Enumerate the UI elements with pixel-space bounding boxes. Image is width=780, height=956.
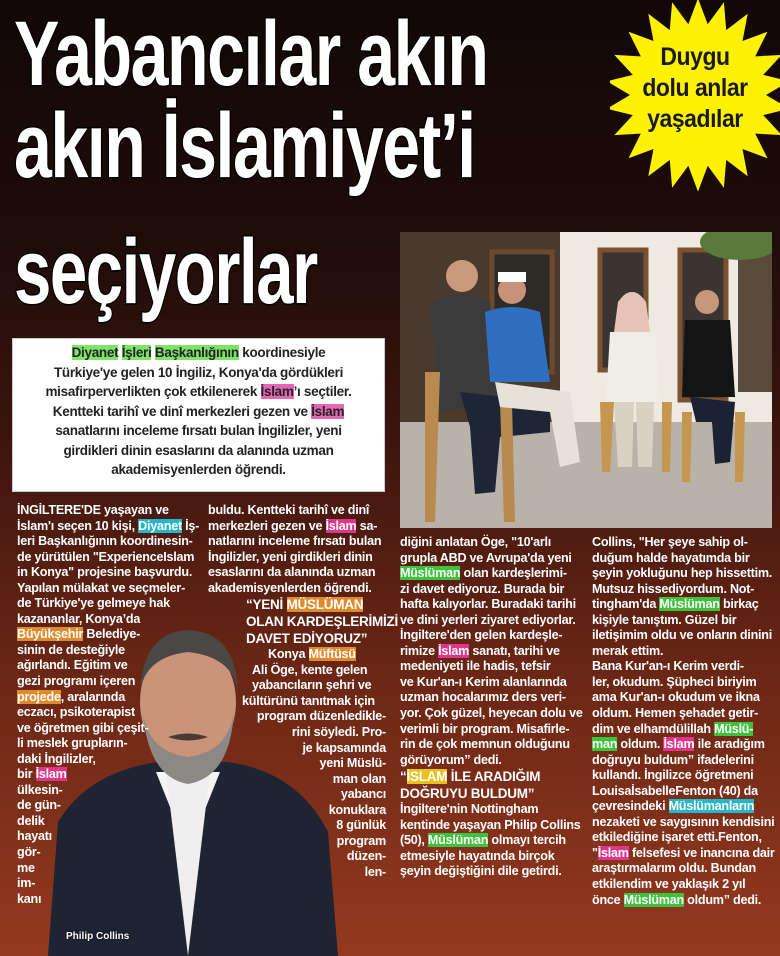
article-line (208, 756, 386, 772)
text-segment: felsefesi ve inancına dair (628, 845, 775, 860)
text-segment: sa- (356, 518, 378, 533)
text-segment: Ali Öge, kente gelen (252, 662, 368, 677)
text-segment: rin de çok memnun olduğunu (400, 737, 570, 752)
text-segment: dim ve elhamdülillah (592, 721, 715, 736)
text-segment: ülkesin- (17, 782, 63, 797)
intro-line (13, 402, 384, 422)
text-segment: yabancıların şehri ve (252, 678, 372, 693)
article-line (17, 612, 197, 628)
article-line (592, 566, 774, 582)
article-line (400, 706, 584, 722)
article-column-4 (592, 535, 774, 908)
article-line (208, 503, 386, 519)
article-line (208, 596, 386, 613)
highlighted-word: İşleri (121, 345, 152, 360)
article-line (208, 534, 386, 550)
text-segment: daki İngilizler, (17, 751, 96, 766)
article-line (592, 690, 774, 706)
text-segment: etkilediğine işaret etti.Fenton, (592, 830, 762, 845)
article-line (17, 861, 197, 877)
article-line (17, 798, 197, 814)
article-column-1 (17, 503, 200, 907)
text-segment: bir (17, 767, 36, 782)
article-line (592, 830, 774, 846)
article-line (400, 833, 584, 849)
text-segment: hafta kalıyorlar. Buradaki tarihi (400, 597, 576, 612)
headline-line-3: seçiyorlar (14, 221, 317, 323)
article-line (400, 802, 584, 818)
text-segment: rimize (400, 643, 439, 658)
article-line (17, 690, 197, 706)
article-line (400, 613, 584, 629)
highlighted-word: man (592, 737, 618, 752)
article-line (17, 767, 197, 783)
text-segment: natlarını inceleme fırsatı bulan (208, 534, 382, 549)
text-segment: İngiltere'den gelen kardeşle- (400, 628, 563, 643)
text-segment: diğini anlatan Öge, "10'arlı (400, 535, 552, 549)
text-segment: İngilizler, yeni girdikleri dinin (208, 549, 373, 564)
article-line (208, 694, 386, 710)
article-line (592, 815, 774, 831)
highlighted-word: MÜSLÜMAN (286, 597, 364, 613)
article-line (592, 582, 774, 598)
article-line (17, 565, 197, 581)
highlighted-word: Müslüman (623, 892, 684, 907)
article-line (592, 551, 774, 567)
article-line (400, 675, 584, 691)
text-segment: duğum halde hayatımda bir (592, 550, 750, 565)
article-column-2 (208, 503, 398, 880)
text-segment: düzen- (346, 849, 386, 864)
intro-line (13, 363, 384, 383)
text-segment: eczacı, psikoterapist (17, 705, 135, 720)
highlighted-word: İslam (597, 845, 629, 860)
highlighted-word: İslam (35, 767, 67, 782)
text-segment: man olan (332, 771, 386, 786)
text-segment: " (592, 845, 598, 860)
article-line (592, 659, 774, 675)
article-line (17, 643, 197, 659)
text-segment: olmayı tercih (488, 833, 566, 848)
text-segment: im- (17, 876, 36, 891)
text-segment: merkezleri gezen ve (208, 518, 326, 533)
text-segment: etmesiyle hayatında birçok (400, 848, 555, 863)
article-line (17, 876, 197, 892)
article-line (400, 753, 584, 769)
burst-line: dolu anlar (642, 74, 748, 102)
text-segment: tingham'da (592, 597, 660, 612)
article-line (208, 787, 386, 803)
article-line (208, 741, 386, 757)
text-segment: de Türkiye'ye gelmeye hak (17, 596, 170, 611)
article-line (208, 709, 386, 725)
highlighted-word: Müslü- (714, 721, 754, 736)
text-segment: görüyorum” dedi. (400, 752, 502, 767)
text-segment: sanatlarını inceleme fırsatı bulan İngilizler, yeni (55, 423, 342, 438)
article-line (592, 753, 774, 769)
article-line (208, 613, 398, 630)
highlighted-word: İslam (325, 518, 357, 533)
article-line (208, 565, 386, 581)
text-segment: İNGİLTERE'DE yaşayan ve (17, 503, 169, 517)
article-line (17, 550, 197, 566)
article-line (400, 737, 584, 753)
article-line (17, 814, 197, 830)
highlighted-word: İslam (438, 643, 470, 658)
article-line (208, 865, 386, 881)
group-photo (400, 232, 772, 528)
text-segment: “YENİ (246, 597, 287, 613)
text-segment: grupla ABD ve Avrupa'da yeni (400, 550, 572, 565)
article-line (17, 845, 197, 861)
article-line (17, 721, 197, 737)
article-line (17, 581, 197, 597)
text-segment: yeni Müslü- (319, 756, 386, 771)
text-segment: OLAN KARDEŞLERİMİZİ (246, 614, 398, 630)
text-segment: koordinesiyle (238, 345, 326, 360)
text-segment: yor. Çok güzel, heyecan dolu ve (400, 706, 583, 721)
text-segment: buldu. Kentteki tarihî ve dinî (208, 503, 370, 517)
text-segment: gezi programı içeren (17, 674, 136, 689)
article-line (592, 535, 774, 551)
article-line (208, 519, 386, 535)
text-segment: İngiltere'nin Nottingham (400, 802, 539, 817)
article-line (400, 628, 584, 644)
text-segment: sanatı, tarihi ve (469, 643, 560, 658)
article-line (592, 768, 774, 784)
text-segment: doğruyu buldum” ifadelerini (592, 752, 754, 767)
text-segment: de gün- (17, 798, 61, 813)
text-segment: ağırlandı. Eğitim ve (17, 658, 128, 673)
text-segment: akademisyenlerden öğrendi. (111, 462, 286, 477)
text-segment: etkilendim ve yaklaşık 2 yıl (592, 877, 746, 892)
text-segment: delik (17, 813, 45, 828)
article-line (400, 818, 584, 834)
text-segment: yabancı (340, 787, 386, 802)
article-line (400, 849, 584, 865)
text-segment: iletişimim oldu ve onların dinini (592, 628, 772, 643)
highlighted-word: Müslümanların (668, 799, 755, 814)
article-line (592, 613, 774, 629)
intro-box (12, 338, 385, 492)
text-segment: konuklara (328, 802, 386, 817)
article-line (17, 503, 197, 519)
text-segment: ile aradığım (694, 737, 765, 752)
article-column-3 (400, 535, 584, 880)
article-line (208, 581, 386, 597)
text-segment: Konya (268, 647, 309, 662)
text-segment: kazananlar, Konya’da (17, 611, 141, 626)
text-segment: oldum” dedi. (683, 892, 762, 907)
text-segment: rini söyledi. Pro- (291, 725, 386, 740)
headline-line-1: Yabancılar akın (14, 3, 488, 105)
text-segment: medeniyeti ile hadis, tefsir (400, 659, 551, 674)
article-line (208, 647, 386, 663)
article-line (400, 566, 584, 582)
article-line (400, 644, 584, 660)
text-segment: ’ı seçtiler. (293, 384, 352, 399)
article-line (208, 678, 386, 694)
article-line (208, 834, 386, 850)
text-segment: akademisyenlerden öğrendi. (208, 580, 372, 595)
intro-line (13, 460, 384, 480)
intro-line (13, 343, 384, 363)
text-segment: kentinde yaşayan Philip Collins (400, 817, 581, 832)
article-line (592, 893, 774, 909)
article-line (17, 674, 197, 690)
text-segment: İş- (181, 518, 200, 533)
highlighted-word: Müslüman (400, 566, 461, 581)
article-line (208, 818, 386, 834)
article-line (208, 630, 386, 647)
headline-line-2: akın İslamiyet’i (14, 95, 475, 197)
burst-line: yaşadılar (647, 105, 743, 133)
text-segment: sinin de desteğiyle (17, 642, 125, 657)
article-line (17, 736, 197, 752)
article-line (592, 799, 774, 815)
article-line (400, 535, 584, 551)
text-segment: oldum. Hemen şehadet getir- (592, 706, 759, 721)
article-line (17, 518, 200, 535)
intro-line (13, 382, 384, 402)
text-segment: me (17, 860, 35, 875)
article-line (592, 846, 774, 862)
highlighted-word: Müslüman (659, 597, 720, 612)
article-line (17, 783, 197, 799)
highlighted-word: Büyükşehir (17, 627, 84, 642)
article-line (400, 597, 584, 613)
highlighted-word: Müftüsü (308, 647, 356, 662)
text-segment: şeyin değiştiğini dile getirdi. (400, 864, 562, 879)
article-line (400, 582, 584, 598)
text-segment: nezaketi ve saygısının kendisini (592, 814, 775, 829)
text-segment: kişiyle tanıştım. Güzel bir (592, 612, 737, 627)
article-line (17, 829, 197, 845)
article-line (208, 725, 386, 741)
text-segment: de yürütülen "ExperienceIslam (17, 549, 195, 564)
text-segment: birkaç (719, 597, 759, 612)
text-segment: (50), (400, 833, 428, 848)
article-line (400, 768, 584, 785)
article-line (592, 597, 774, 613)
text-segment: gör- (17, 845, 41, 860)
text-segment: ve Kur'an-ı Kerim alanlarında (400, 674, 567, 689)
article-line (400, 659, 584, 675)
text-segment: program düzenledikle- (256, 709, 386, 724)
text-segment: kültürünü tanıtmak için (242, 693, 375, 708)
text-segment: 8 günlük (336, 818, 386, 833)
highlighted-word: İslam (311, 403, 345, 419)
text-segment: Türkiye'ye gelen 10 İngiliz, Konya'da gördükleri (53, 364, 344, 380)
text-segment: merak ettim. (592, 643, 664, 658)
article-line (208, 803, 386, 819)
text-segment: uzman hocalarımız ders veri- (400, 690, 566, 705)
intro-line (13, 421, 384, 441)
text-segment: ama Kur'an-ı okudum ve ikna (592, 690, 760, 705)
text-segment: ler, okudum. Şüpheci biriyim (592, 674, 757, 689)
text-segment: hayatı (17, 829, 52, 844)
text-segment: kanı (17, 891, 42, 906)
text-segment: Collins, "Her şeye sahip ol- (592, 535, 748, 549)
article-line (208, 663, 386, 679)
text-segment: Bana Kur'an-ı Kerim verdi- (592, 659, 744, 674)
text-segment: verimli bir program. Misafirle- (400, 721, 570, 736)
article-line (17, 627, 197, 643)
text-segment: in Konya" projesine başvurdu. (17, 565, 193, 580)
highlighted-word: İslam (663, 737, 695, 752)
text-segment: Yapılan mülakat ve seçmeler- (17, 580, 186, 595)
intro-line (13, 441, 384, 461)
text-segment: DAVET EDİYORUZ” (246, 631, 368, 647)
article-line (17, 534, 197, 550)
article-line (17, 892, 197, 908)
article-line (400, 551, 584, 567)
text-segment: önce (592, 892, 624, 907)
text-segment: DOĞRUYU BULDUM” (400, 786, 535, 802)
highlighted-word: Müslüman (427, 833, 489, 848)
highlighted-word: projede (17, 689, 61, 704)
text-segment: olan kardeşlerimi- (460, 566, 567, 581)
text-segment: Kentteki tarihî ve dinî merkezleri gezen ve (52, 403, 312, 419)
text-segment: İLE ARADIĞIM (447, 769, 541, 785)
text-segment: esaslarını da alanında uzman (208, 565, 376, 580)
highlighted-word: İSLAM (406, 769, 448, 785)
article-line (208, 849, 386, 865)
text-segment: “ (400, 769, 407, 785)
article-line (592, 877, 774, 893)
article-line (592, 722, 774, 738)
highlighted-word: Diyanet (71, 345, 119, 360)
text-segment: misafirperverlikten çok etkilenerek (45, 384, 261, 399)
article-line (17, 596, 197, 612)
article-line (17, 752, 197, 768)
article-line (208, 772, 386, 788)
text-segment: zi davet ediyoruz. Burada bir (400, 581, 565, 596)
burst-line: Duygu (660, 43, 730, 71)
highlighted-word: Diyanet (138, 518, 182, 533)
text-segment: program (336, 833, 386, 848)
text-segment: girdikleri dinin esaslarını da alanında uzman (63, 442, 334, 458)
article-line (17, 658, 197, 674)
text-segment: LouisaİsabelleFenton (40) da (592, 783, 758, 798)
text-segment: araştırmalarım oldu. Bundan (592, 861, 757, 876)
article-line (17, 705, 197, 721)
text-segment: len- (364, 864, 386, 879)
text-segment: çevresindeki (592, 799, 669, 814)
article-line (400, 864, 584, 880)
text-segment: Mutsuz hissediyordum. Not- (592, 581, 755, 596)
article-line (592, 784, 774, 800)
text-segment: ve dini yerleri ziyaret ediyorlar. (400, 612, 576, 627)
photo-caption: Philip Collins (66, 931, 130, 942)
article-line (400, 785, 584, 802)
highlighted-word: Başkanlığının (154, 345, 239, 360)
text-segment: , aralarında (60, 689, 125, 704)
article-line (208, 550, 386, 566)
text-segment: ve öğretmen gibi çeşit- (17, 720, 149, 735)
text-segment: li meslek grupların- (17, 736, 128, 751)
article-line (400, 722, 584, 738)
highlighted-word: İslam (260, 384, 294, 399)
text-segment: Belediye- (83, 627, 141, 642)
text-segment: kullandı. İngilizce öğretmeni (592, 768, 754, 783)
article-line (592, 737, 774, 753)
article-line (592, 706, 774, 722)
article-line (592, 675, 774, 691)
article-line (592, 861, 774, 877)
starburst-text (621, 42, 768, 135)
text-segment: je kapsamında (302, 740, 386, 755)
text-segment: leri Başkanlığının koordinesin- (17, 534, 193, 549)
article-line (592, 628, 774, 644)
text-segment: İslam'ı seçen 10 kişi, (17, 518, 139, 533)
text-segment: oldum. (617, 737, 664, 752)
article-line (400, 690, 584, 706)
text-segment: şeyin yokluğunu hep hissettim. (592, 566, 773, 581)
article-line (592, 644, 774, 660)
